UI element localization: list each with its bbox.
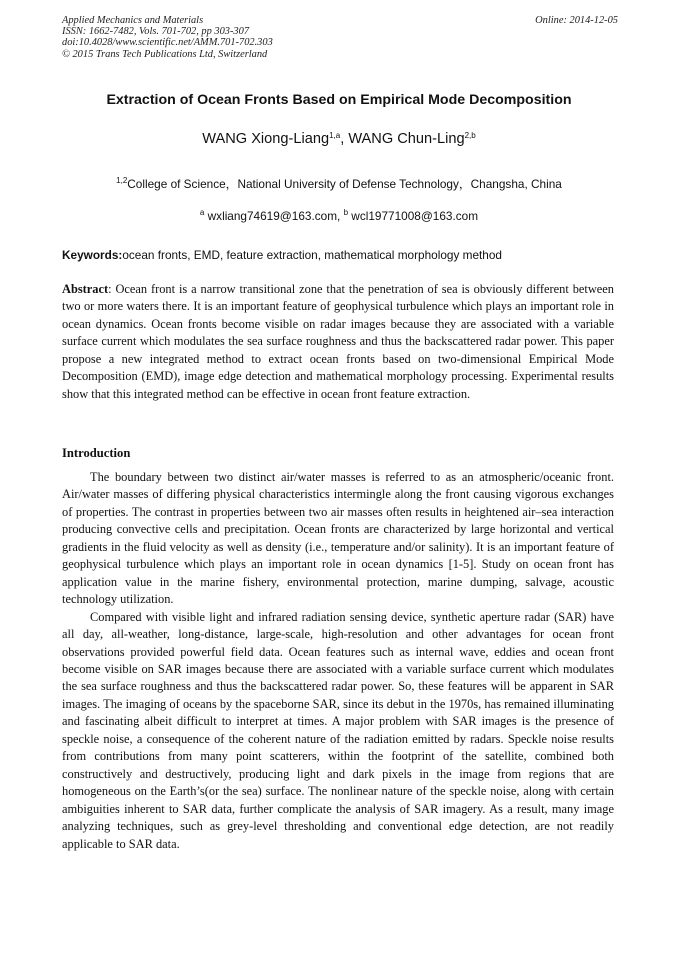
- email-mark-b: b: [343, 208, 349, 217]
- abstract-paragraph: [62, 281, 614, 403]
- author-1-affiliation-mark: 1,a: [329, 131, 341, 140]
- abstract-text: : Ocean front is a narrow transitional zone that the penetration of sea is obviously different between two or more waters there. It is an important feature of geophysical turbulence which plays an important role in ocean dynamics. Ocean fronts become visible on radar images because they are associated with a variable surface current which modulates the sea surface roughness and thus the backscattered radar power. This paper propose a new integrated method to extract ocean fronts based on two-dimensional Empirical Mode Decomposition (EMD), image edge detection and mathematical morphology processing. Experimental results show that this integrated method can be effective in ocean front feature extraction.: [62, 282, 614, 401]
- keywords-label: Keywords:: [62, 248, 123, 262]
- email-mark-a: a: [199, 208, 205, 217]
- doi-line: doi:10.4028/www.scientific.net/AMM.701-702.303: [62, 37, 273, 49]
- email-b: wcl19771008@163.com: [348, 209, 479, 223]
- email-a: wxliang74619@163.com,: [204, 209, 344, 223]
- introduction-heading: Introduction: [62, 446, 131, 460]
- affiliation-mark: 1,2: [116, 176, 128, 185]
- keywords-line: [62, 247, 618, 263]
- copyright-line: © 2015 Trans Tech Publications Ltd, Switzerland: [62, 48, 268, 60]
- journal-header: [62, 15, 618, 60]
- online-date: Online: 2014-12-05: [535, 15, 618, 26]
- affiliation-text: College of Science，National University of Defense Technology，Changsha, China: [127, 177, 562, 191]
- paper-title: Extraction of Ocean Fronts Based on Empirical Mode Decomposition: [106, 92, 572, 108]
- abstract-label: Abstract: [62, 282, 109, 296]
- author-separator: ,: [340, 131, 349, 147]
- author-1: WANG Xiong-Liang: [202, 131, 330, 147]
- author-2: WANG Chun-Ling: [348, 131, 465, 147]
- author-2-affiliation-mark: 2,b: [464, 131, 476, 140]
- introduction-body: [62, 469, 614, 853]
- author-line: [0, 129, 678, 149]
- journal-name: Applied Mechanics and Materials: [62, 15, 204, 26]
- keywords-text: ocean fronts, EMD, feature extraction, mathematical morphology method: [122, 248, 502, 262]
- introduction-paragraph: The boundary between two distinct air/water masses is referred to as an atmospheric/oceanic front. Air/water masses of differing physical characteristics intermingle along the front causing vigorous exchanges of properties. The contrast in properties between two air masses often results in heightened air–sea interaction producing convective cells and precipitation. Ocean fronts are characterized by large horizontal and vertical gradients in the fluid velocity as well as density (i.e., temperature and/or salinity). It is an important feature of geophysical turbulence which plays an important role in ocean dynamics [1-5]. Study on ocean front has application value in the marine fishery, environmental protection, marine dumping, salvage, acoustic technology utilization.: [62, 470, 614, 607]
- issn-line: ISSN: 1662-7482, Vols. 701-702, pp 303-307: [62, 26, 250, 38]
- introduction-paragraph: Compared with visible light and infrared radiation sensing device, synthetic aperture radar (SAR) have all day, all-weather, long-distance, large-scale, high-resolution and other advantages for ocean front observations provided powerful field data. Ocean features such as internal wave, eddies and ocean front become visible on SAR images because there are associated with a variable surface current which modulates the sea surface roughness and thus the backscattered radar power. So, these features will be apparent in SAR images. The imaging of oceans by the spaceborne SAR, since its debut in the 1970s, has remained illuminating and fascinating albeit difficult to interpret at times. A major problem with SAR images is the presence of speckle noise, a consequence of the coherent nature of the radiation emitted by radars. Speckle noise results from contributions from many point scatterers, within the footprint of the satellite, combined both constructively and destructively, producing light and dark pixels in the image from regions that are homogeneous on the Earth’s(or the sea) surface. The nonlinear nature of the speckle noise, along with certain ambiguities inherent to SAR data, further complicate the analysis of SAR imagery. As a result, many image analyzing techniques, such as grey-level thresholding and conventional edge detection, are not readily applicable to SAR data.: [62, 609, 614, 851]
- affiliation-line: [0, 176, 678, 192]
- email-line: [0, 208, 678, 224]
